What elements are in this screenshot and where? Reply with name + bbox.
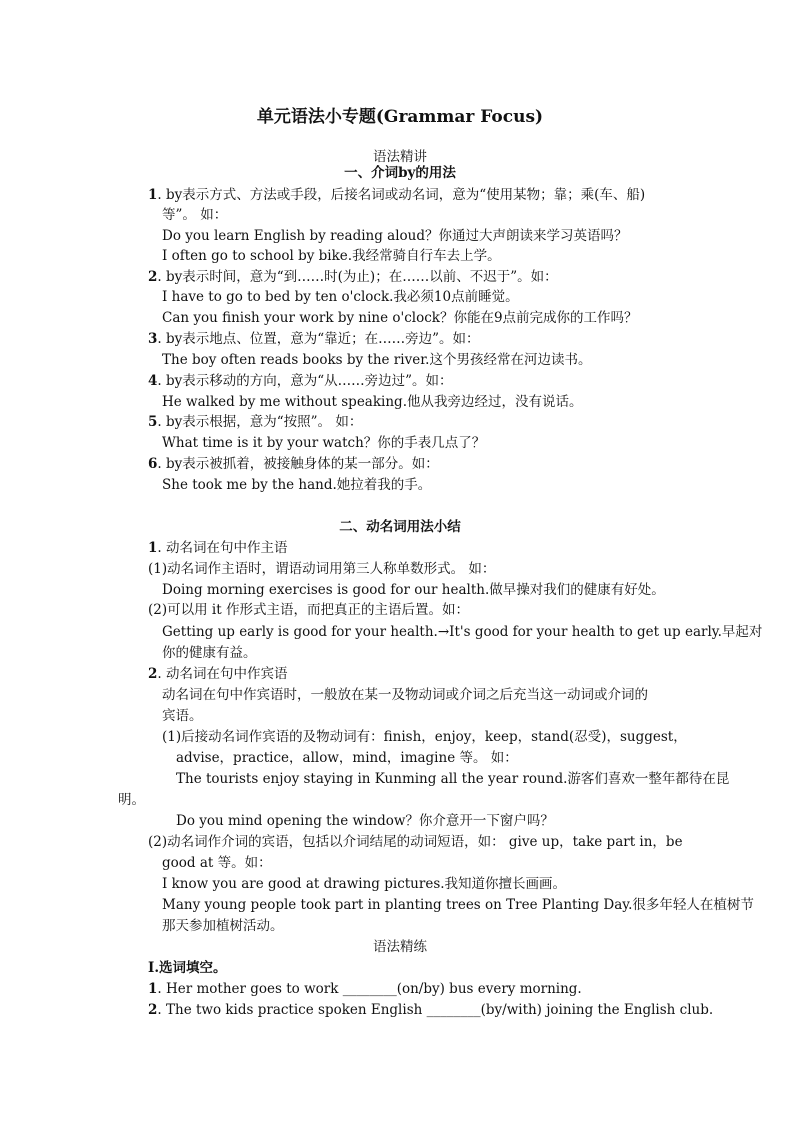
example-sentence: I have to go to bed by ten o'clock.我必须10点前睡觉。 (162, 289, 519, 305)
part2-item-2 (148, 665, 288, 683)
part1-item-5 (148, 413, 362, 431)
paragraph: 动名词在句中作宾语时，一般放在某一及物动词或介词之后充当这一动词或介词的 (162, 687, 648, 703)
part2-heading: 二、动名词用法小结 (339, 519, 461, 535)
sub-point-cont: advise，practice，allow，mind，imagine 等。 如： (176, 750, 518, 766)
paragraph-cont: 宾语。 (162, 708, 203, 724)
item-number: 3 (148, 331, 158, 347)
example-sentence: She took me by the hand.她拉着我的手。 (162, 477, 432, 493)
example-sentence: He walked by me without speaking.他从我旁边经过，没有说话。 (162, 394, 583, 410)
item-number: 1 (148, 187, 158, 203)
part1-item-6 (148, 455, 439, 473)
example-sentence: Many young people took part in planting trees on Tree Planting Day.很多年轻人在植树节 (162, 897, 754, 913)
item-number: 2 (148, 269, 158, 285)
exercise-question-2 (148, 1001, 713, 1019)
part1-item-1-cont: 等”。 如： (162, 207, 228, 223)
page-title: 单元语法小专题(Grammar Focus) (256, 107, 544, 127)
question-number: 1 (148, 981, 158, 997)
part1-item-3 (148, 330, 480, 348)
item-text: . by表示方式、方法或手段，后接名词或动名词，意为“使用某物；靠；乘(车、船) (157, 187, 646, 203)
example-sentence: Doing morning exercises is good for our health.做早操对我们的健康有好处。 (162, 582, 665, 598)
example-sentence: Can you finish your work by nine o'clock？你能在9点前完成你的工作吗？ (162, 310, 638, 326)
example-sentence: Getting up early is good for your health.→It's good for your health to get up early.早起对 (162, 624, 763, 640)
sub-point: (2)可以用 it 作形式主语，而把真正的主语后置。如： (148, 602, 469, 618)
item-number: 5 (148, 414, 158, 430)
question-text: . The two kids practice spoken English ________(by/with) joining the English club. (157, 1002, 714, 1018)
item-text: . by表示移动的方向，意为“从……旁边过”。如： (157, 373, 453, 389)
question-number: 2 (148, 1002, 158, 1018)
example-sentence: Do you learn English by reading aloud？你通过大声朗读来学习英语吗？ (162, 228, 628, 244)
part2-item-1 (148, 539, 288, 557)
section-heading-practice: 语法精练 (373, 939, 427, 955)
item-text: . by表示被抓着，被接触身体的某一部分。如： (157, 456, 439, 472)
example-sentence-cont: 那天参加植树活动。 (162, 918, 284, 934)
example-sentence: I often go to school by bike.我经常骑自行车去上学。 (162, 248, 501, 264)
item-number: 1 (148, 540, 158, 556)
example-sentence: The tourists enjoy staying in Kunming all the year round.游客们喜欢一整年都待在昆 (176, 771, 730, 787)
example-sentence: What time is it by your watch？你的手表几点了？ (162, 435, 486, 451)
sub-point: (1)后接动名词作宾语的及物动词有：finish，enjoy，keep，stand(忍受)，suggest， (162, 729, 687, 745)
part1-item-1 (148, 186, 645, 204)
example-sentence: Do you mind opening the window？你介意开一下窗户吗？ (176, 813, 554, 829)
item-number: 4 (148, 373, 158, 389)
sub-point-cont: good at 等。如： (162, 855, 272, 871)
example-sentence: I know you are good at drawing pictures.我知道你擅长画画。 (162, 876, 567, 892)
sub-point: (2)动名词作介词的宾语，包括以介词结尾的动词短语，如： give up，take part in，be (148, 834, 683, 850)
exercise-question-1 (148, 980, 582, 998)
part1-heading: 一、介词by的用法 (344, 165, 456, 181)
part1-item-4 (148, 372, 453, 390)
item-text: . by表示地点、位置，意为“靠近；在……旁边”。如： (157, 331, 480, 347)
item-number: 6 (148, 456, 158, 472)
item-text: . by表示根据，意为“按照”。 如： (157, 414, 363, 430)
example-sentence: The boy often reads books by the river.这个男孩经常在河边读书。 (162, 352, 592, 368)
item-text: . 动名词在句中作宾语 (157, 666, 288, 682)
example-sentence-cont: 明。 (118, 792, 145, 808)
question-text: . Her mother goes to work ________(on/by) bus every morning. (157, 981, 582, 997)
section-heading-explanation: 语法精讲 (373, 149, 427, 165)
part1-item-2 (148, 268, 558, 286)
sub-point: (1)动名词作主语时，谓语动词用第三人称单数形式。 如： (148, 561, 496, 577)
exercise-heading: Ⅰ.选词填空。 (148, 960, 227, 976)
item-number: 2 (148, 666, 158, 682)
item-text: . 动名词在句中作主语 (157, 540, 288, 556)
example-sentence-cont: 你的健康有益。 (162, 645, 257, 661)
item-text: . by表示时间，意为“到……时(为止)；在……以前、不迟于”。如： (157, 269, 558, 285)
